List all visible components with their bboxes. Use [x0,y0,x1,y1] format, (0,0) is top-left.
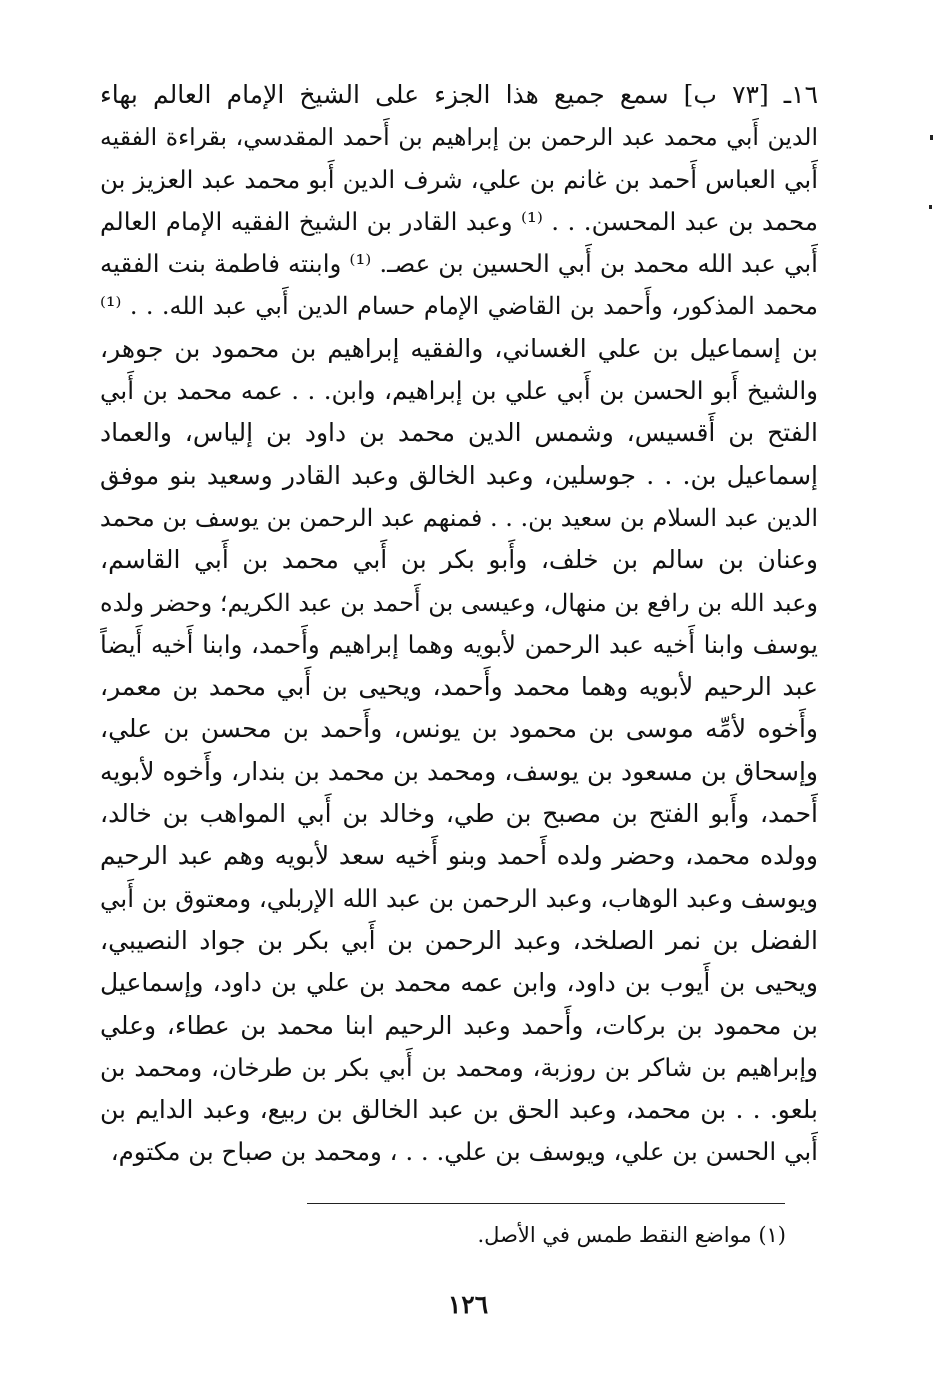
main-text [100,74,818,1174]
footnote-divider [307,1203,785,1204]
scan-speck [929,205,932,209]
page-number: ١٢٦ [447,1290,489,1319]
text-line: أَحمد، وأَبو الفتح بن مصبح بن طي، وخالد بن أَبي المواهب بن خالد، [100,799,818,829]
text-line: الدين أَبي محمد عبد الرحمن بن إبراهيم بن أَحمد المقدسي، بقراءة الفقيه [100,123,818,152]
text-line: وعنان بن سالم بن خلف، وأَبو بكر بن أَبي محمد بن أَبي القاسم، [100,545,818,575]
text-line: وإسحاق بن مسعود بن يوسف، ومحمد بن محمد بن بندار، وأَخوه لأبويه [100,756,818,786]
text-line: بن محمود بن بركات، وأَحمد وعبد الرحيم ابنا محمد بن عطاء، وعلي [100,1010,818,1040]
text-line: محمد المذكور، وأَحمد بن القاضي الإمام حسام الدين أَبي عبد الله. . . ⁽¹⁾ [100,292,818,321]
text-line: ويوسف وعبد الوهاب، وعبد الرحمن بن عبد الله الإربلي، ومعتوق بن أَبي [100,883,818,913]
text-line: الفضل بن نمر الصلخد، وعبد الرحمن بن أَبي بكر بن جواد النصيبي، [100,925,818,955]
text-line: أَبي عبد الله محمد بن أَبي الحسين بن عصـ. ⁽¹⁾ وابنته فاطمة بنت الفقيه [100,249,818,279]
footnote: (١) مواضع النقط طمس في الأصل. [477,1223,786,1247]
scan-speck [930,135,933,140]
text-line: عبد الرحيم لأبويه وهما محمد وأَحمد، ويحيى بن أَبي محمد بن معمر، [100,672,818,702]
text-line: وإبراهيم بن شاكر بن روزبة، ومحمد بن أَبي بكر بن طرخان، ومحمد بن [100,1052,818,1082]
text-line: ١٦ـ [٧٣ ب] سمع جميع هذا الجزء على الشيخ الإمام العالم بهاء [100,80,818,109]
text-line: أَبي الحسن بن علي، ويوسف بن علي. . . ، ومحمد بن صباح بن مكتوم، [110,1137,818,1167]
text-line: ويحيى بن أَيوب بن داود، وابن عمه محمد بن علي بن داود، وإسماعيل [100,968,818,998]
text-line: وعبد الله بن رافع بن منهال، وعيسى بن أَحمد بن عبد الكريم؛ وحضر ولده [100,588,818,617]
text-line: وولده محمد، وحضر ولده أَحمد وبنو أَخيه سعد لأبويه وهم عبد الرحيم [100,841,818,871]
text-line: محمد بن عبد المحسن. . . ⁽¹⁾ وعبد القادر بن الشيخ الفقيه الإمام العالم [100,206,818,236]
text-line: الفتح بن أَقسيس، وشمس الدين محمد بن داود بن إلياس، والعماد [100,418,818,448]
text-line: والشيخ أَبو الحسن بن أَبي علي بن إبراهيم، وابن. . . عمه محمد بن أَبي [100,376,818,406]
text-line: أَبي العباس أَحمد بن غانم بن علي، شرف الدين أَبو محمد عبد العزيز بن [100,164,818,194]
text-line: الدين عبد السلام بن سعيد بن. . . فمنهم عبد الرحمن بن يوسف بن محمد [100,503,818,532]
text-line: إسماعيل بن. . . جوسلين، وعبد الخالق وعبد القادر وسعيد بنو موفق [100,460,818,490]
text-line: يوسف وابنا أَخيه عبد الرحمن لأبويه وهما إبراهيم وأَحمد، وابنا أَخيه أَيضاً [100,629,818,659]
text-line: وأَخوه لأمِّه موسى بن محمود بن يونس، وأَحمد بن محسن بن علي، [100,714,818,744]
text-line: بن إسماعيل بن علي الغساني، والفقيه إبراهيم بن محمود بن جوهر، [100,333,818,363]
text-line: بلعو. . . بن محمد، وعبد الحق بن عبد الخالق بن ربيع، وعبد الدايم بن [100,1095,818,1125]
